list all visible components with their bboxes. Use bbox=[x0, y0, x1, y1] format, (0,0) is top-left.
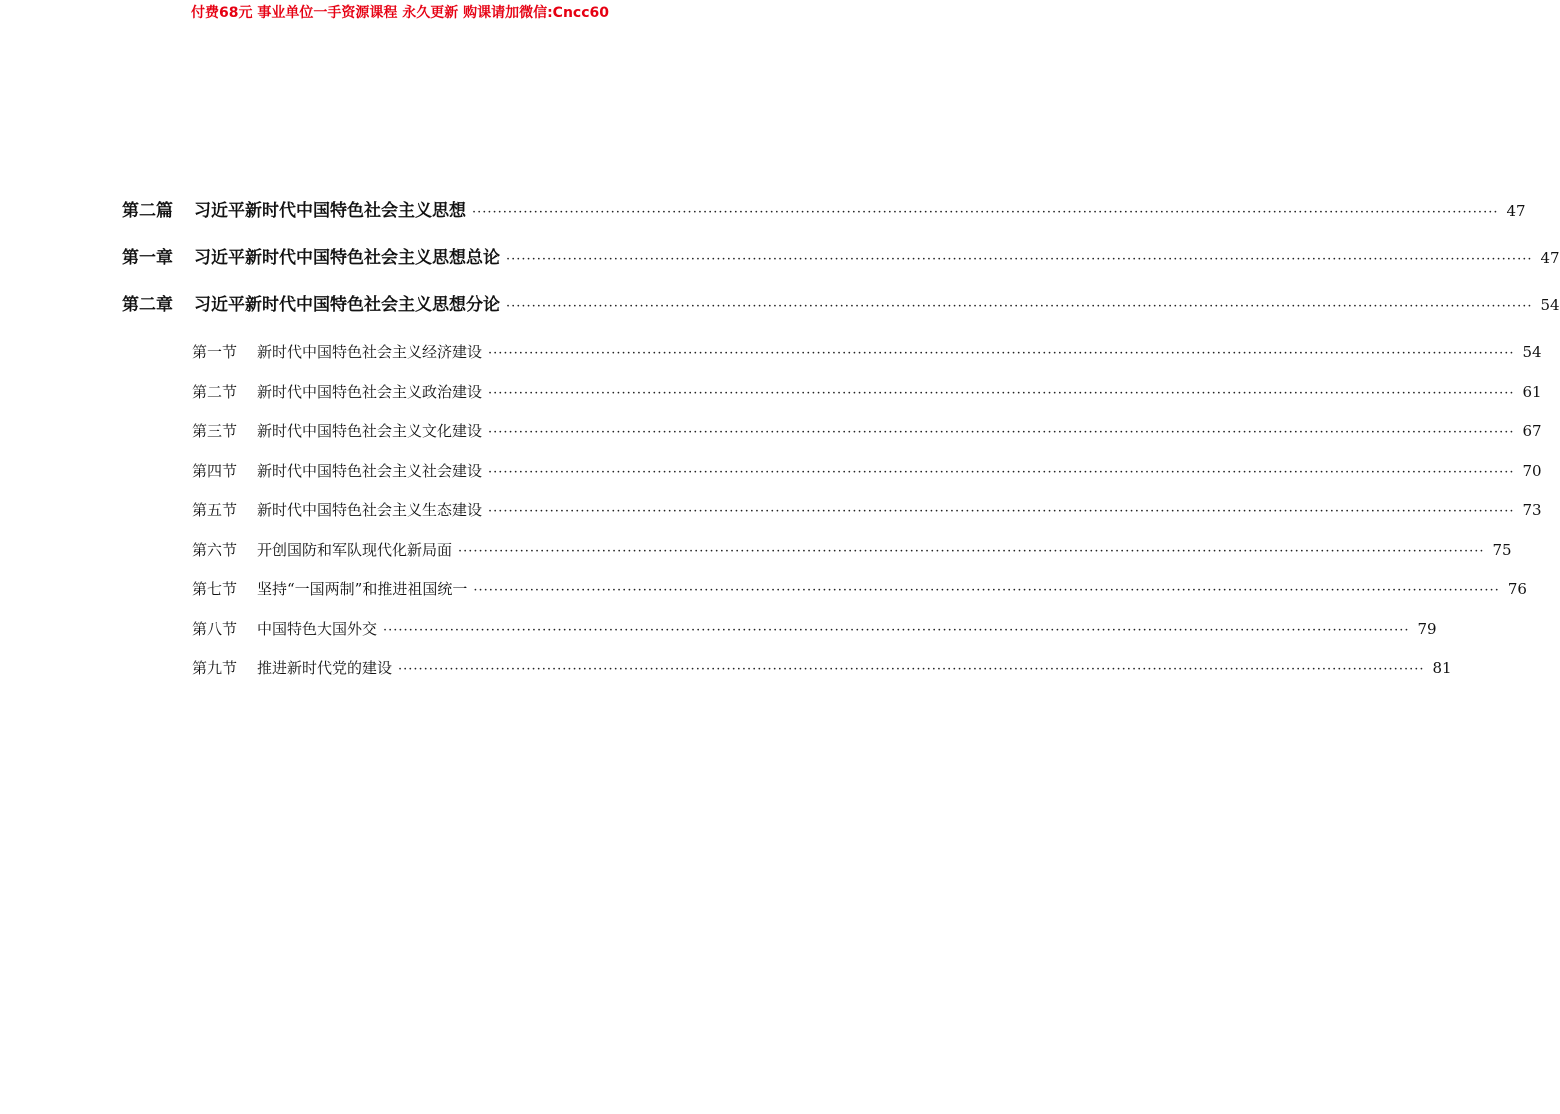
watermark-banner: 付费68元 事业单位一手资源课程 永久更新 购课请加微信:Cncc60 bbox=[190, 5, 610, 21]
toc-entry-title: 习近平新时代中国特色社会主义思想分论 bbox=[194, 295, 500, 315]
toc-entry-title: 习近平新时代中国特色社会主义思想 bbox=[194, 201, 466, 221]
dot-leader: ········································································································································································································ bbox=[458, 543, 1485, 559]
toc-page-number: 47 bbox=[1540, 249, 1560, 267]
toc-page-number: 61 bbox=[1522, 382, 1542, 401]
table-of-contents bbox=[122, 196, 1560, 693]
toc-entry-title: 开创国防和军队现代化新局面 bbox=[257, 540, 453, 559]
toc-section-entry[interactable] bbox=[122, 377, 1542, 417]
toc-entry-title: 习近平新时代中国特色社会主义思想总论 bbox=[194, 248, 500, 268]
toc-section-entry[interactable] bbox=[122, 456, 1542, 496]
toc-section-entry[interactable] bbox=[122, 535, 1512, 575]
toc-entry-label: 第六节 bbox=[192, 540, 238, 559]
toc-entry-label: 第九节 bbox=[192, 659, 238, 677]
dot-leader: ········································································································································································································ bbox=[488, 504, 1515, 519]
toc-section-entry[interactable] bbox=[122, 337, 1542, 377]
toc-page-number: 75 bbox=[1492, 540, 1512, 559]
toc-page-number: 81 bbox=[1432, 659, 1452, 677]
toc-entry-title: 坚持“一国两制”和推进祖国统一 bbox=[257, 580, 468, 598]
toc-entry-label: 第二篇 bbox=[122, 201, 173, 221]
dot-leader: ········································································································································································································ bbox=[488, 346, 1515, 361]
toc-entry-label: 第八节 bbox=[192, 619, 238, 638]
toc-entry-label: 第五节 bbox=[192, 501, 238, 519]
toc-entry-label: 第二节 bbox=[192, 382, 238, 401]
toc-section-entry[interactable] bbox=[122, 495, 1542, 535]
toc-chapter-entry[interactable] bbox=[122, 196, 1526, 243]
dot-leader: ········································································································································································································ bbox=[488, 385, 1515, 401]
toc-entry-label: 第二章 bbox=[122, 295, 173, 315]
toc-entry-title: 新时代中国特色社会主义生态建设 bbox=[257, 501, 483, 519]
toc-page-number: 54 bbox=[1522, 343, 1542, 361]
dot-leader: ········································································································································································································ bbox=[506, 299, 1533, 314]
dot-leader: ········································································································································································································ bbox=[506, 252, 1533, 267]
toc-entry-title: 新时代中国特色社会主义政治建设 bbox=[257, 382, 483, 401]
toc-page-number: 67 bbox=[1522, 422, 1542, 440]
toc-entry-label: 第一节 bbox=[192, 343, 238, 361]
toc-entry-title: 推进新时代党的建设 bbox=[257, 659, 393, 677]
dot-leader: ········································································································································································································ bbox=[398, 662, 1425, 677]
toc-page-number: 73 bbox=[1522, 501, 1542, 519]
toc-page-number: 79 bbox=[1417, 619, 1437, 638]
toc-section-entry[interactable] bbox=[122, 574, 1527, 614]
toc-page-number: 76 bbox=[1507, 580, 1527, 598]
toc-section-entry[interactable] bbox=[122, 653, 1452, 693]
toc-page-number: 70 bbox=[1522, 461, 1542, 480]
toc-entry-label: 第一章 bbox=[122, 248, 173, 268]
toc-entry-title: 新时代中国特色社会主义文化建设 bbox=[257, 422, 483, 440]
toc-entry-label: 第四节 bbox=[192, 461, 238, 480]
toc-entry-label: 第三节 bbox=[192, 422, 238, 440]
toc-page-number: 54 bbox=[1540, 296, 1560, 314]
toc-section-entry[interactable] bbox=[122, 614, 1437, 654]
toc-section-entry[interactable] bbox=[122, 416, 1542, 456]
toc-entry-title: 中国特色大国外交 bbox=[257, 619, 378, 638]
toc-chapter-entry[interactable] bbox=[122, 243, 1560, 290]
dot-leader: ········································································································································································································ bbox=[488, 425, 1515, 440]
dot-leader: ········································································································································································································ bbox=[488, 464, 1515, 480]
dot-leader: ········································································································································································································ bbox=[383, 622, 1410, 638]
toc-entry-label: 第七节 bbox=[192, 580, 238, 598]
dot-leader: ········································································································································································································ bbox=[473, 583, 1500, 598]
toc-entry-title: 新时代中国特色社会主义经济建设 bbox=[257, 343, 483, 361]
toc-page-number: 47 bbox=[1506, 202, 1526, 220]
dot-leader: ········································································································································································································ bbox=[472, 205, 1499, 220]
toc-entry-title: 新时代中国特色社会主义社会建设 bbox=[257, 461, 483, 480]
toc-chapter-entry[interactable] bbox=[122, 290, 1560, 337]
